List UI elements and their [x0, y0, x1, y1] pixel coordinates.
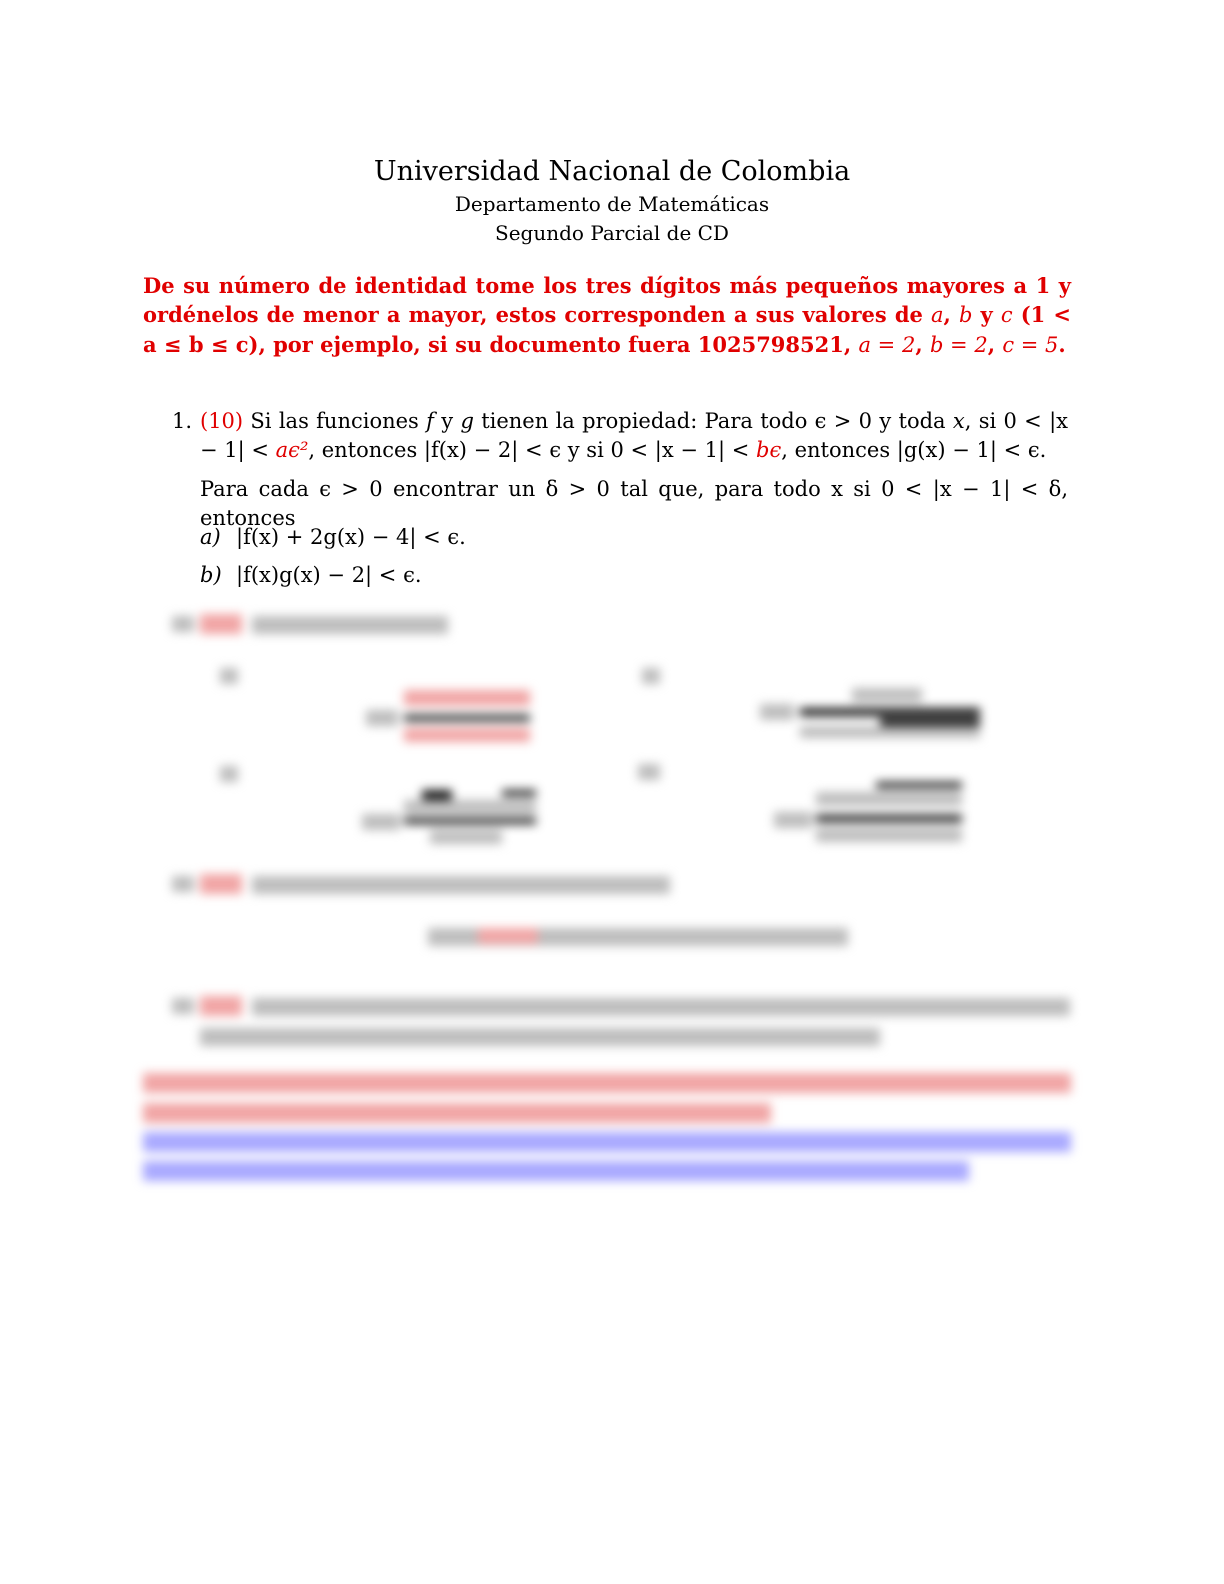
blurred-mark [638, 764, 660, 780]
statement-text: , si 0 < |x − 1| < [200, 409, 1069, 462]
blurred-mark [252, 616, 448, 634]
problem-points: (10) [200, 409, 244, 433]
problem-1-task: Para cada ϵ > 0 encontrar un δ > 0 tal que, para todo x si 0 < |x − 1| < δ, entonces [200, 477, 1068, 530]
part-b-expression: |f(x)g(x) − 2| < ϵ. [236, 563, 422, 587]
blurred-mark [404, 690, 530, 706]
sep: , [915, 332, 930, 357]
var-b: b [958, 303, 973, 327]
sep: , [987, 332, 1003, 357]
blurred-mark [502, 790, 536, 796]
period: . [1058, 332, 1066, 357]
blurred-mark [143, 1073, 1071, 1093]
statement-text: , entonces |g(x) − 1| < ϵ. [781, 438, 1047, 462]
blurred-mark [172, 998, 194, 1014]
part-b-label: b) [200, 563, 222, 587]
blurred-mark [760, 704, 794, 720]
example-c: c = 5 [1002, 333, 1059, 357]
blurred-mark [800, 708, 980, 716]
blurred-mark [143, 1161, 969, 1181]
blurred-mark [220, 766, 238, 782]
part-a-label: a) [200, 525, 221, 549]
blurred-mark [252, 998, 1070, 1016]
blurred-mark [143, 1132, 1071, 1152]
blurred-mark [404, 715, 530, 721]
blurred-mark [642, 668, 660, 684]
blurred-mark [404, 728, 530, 742]
var-g: g [460, 409, 474, 433]
range-text: (1 < a ≤ b ≤ c) [143, 302, 1072, 357]
blurred-mark [816, 792, 962, 806]
problem-1-statement [200, 407, 1068, 533]
instructions-text-1: De su número de identidad tome los tres dígitos más pequeños mayores a 1 y ordénelos de menor a mayor, estos corresponden a sus valores de [143, 273, 1071, 327]
university-title: Universidad Nacional de Colombia [373, 156, 851, 187]
blurred-mark [220, 668, 238, 684]
var-x: x [952, 409, 965, 433]
statement-text: , entonces |f(x) − 2| < ϵ y si 0 < |x − 1| < [308, 438, 757, 462]
blurred-mark [362, 814, 400, 830]
blurred-mark [876, 782, 962, 788]
statement-text: tienen la propiedad: Para todo ϵ > 0 y toda [473, 409, 953, 433]
blurred-mark [200, 1028, 880, 1046]
red-a-eps: aϵ² [275, 438, 309, 462]
blurred-mark [200, 996, 242, 1016]
sep: , [943, 302, 959, 327]
statement-text: Si las funciones [243, 409, 427, 433]
var-a: a [931, 303, 944, 327]
blurred-mark [816, 815, 962, 822]
problem-number: 1. [172, 409, 193, 433]
example-a: a = 2 [858, 333, 916, 357]
blurred-mark [252, 876, 670, 894]
blurred-mark [852, 688, 922, 702]
example-b: b = 2 [929, 333, 988, 357]
red-b-eps: bϵ [756, 438, 782, 462]
statement-text: y [433, 409, 461, 433]
blurred-mark [774, 812, 812, 828]
blurred-mark [366, 710, 398, 726]
blurred-mark [143, 1103, 771, 1123]
blurred-mark [172, 876, 194, 892]
part-b [200, 563, 422, 587]
blurred-mark [816, 828, 962, 842]
department-subtitle: Departamento de Matemáticas [454, 192, 770, 216]
blurred-mark [404, 800, 536, 814]
exam-title: Segundo Parcial de CD [495, 221, 729, 245]
blurred-mark [478, 928, 538, 944]
blurred-mark [172, 616, 194, 632]
blurred-mark [430, 830, 502, 844]
var-c: c [1000, 303, 1013, 327]
blurred-mark [800, 726, 980, 738]
instructions-paragraph [143, 271, 1071, 360]
blurred-mark [200, 614, 242, 634]
instructions-text-2: , por ejemplo, si su documento fuera 1025798521, [258, 332, 859, 357]
sep-and: y [972, 302, 1001, 327]
blurred-mark [200, 874, 242, 894]
part-a-expression: |f(x) + 2g(x) − 4| < ϵ. [236, 525, 466, 549]
part-a [200, 525, 466, 549]
problem-1 [172, 407, 1069, 530]
blurred-mark [404, 818, 536, 824]
var-f: f [426, 409, 434, 433]
